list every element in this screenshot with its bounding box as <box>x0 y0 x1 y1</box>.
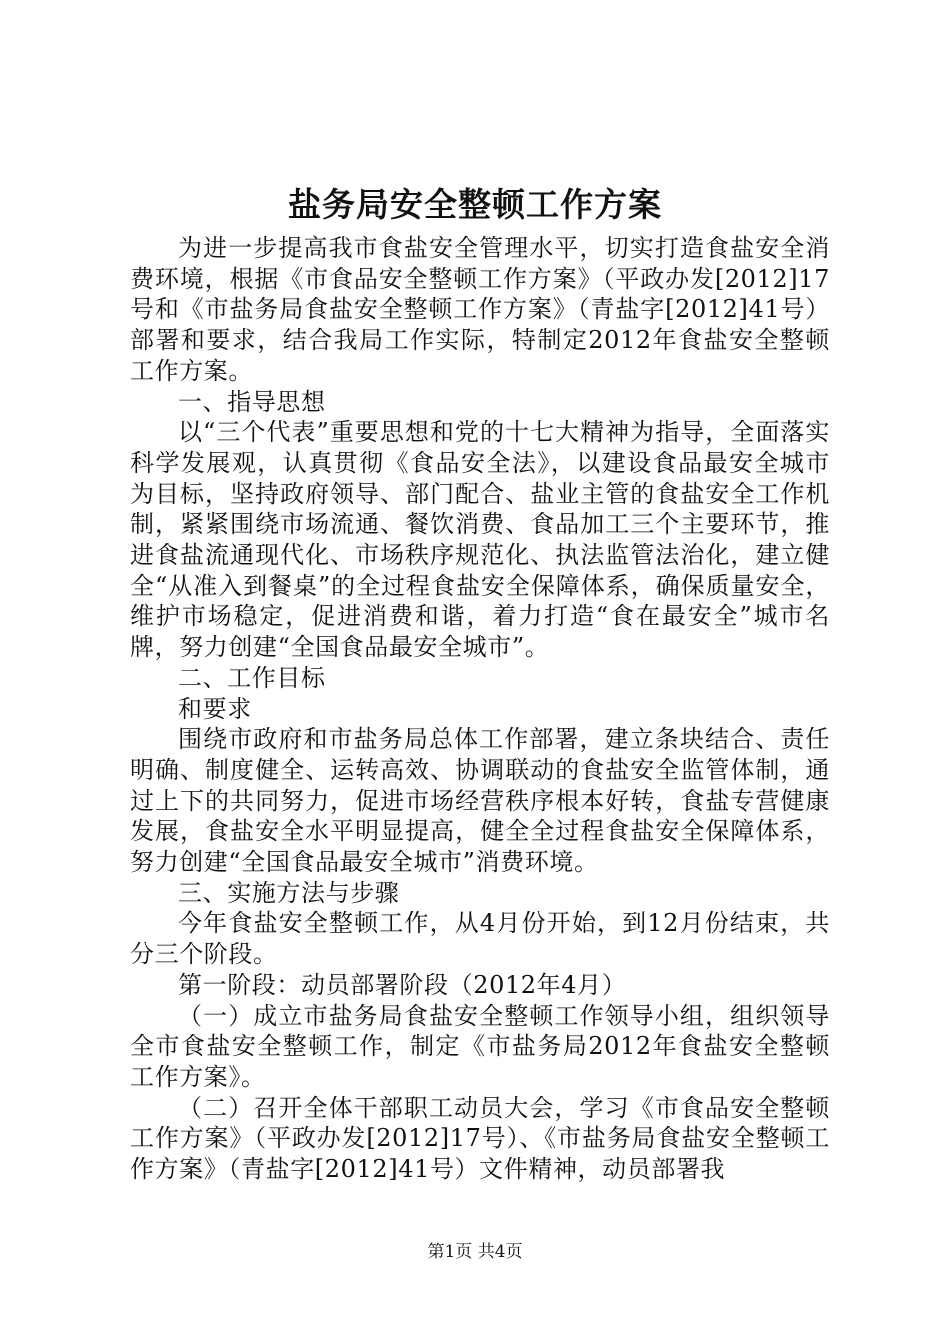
paragraph-work-goals: 围绕市政府和市盐务局总体工作部署，建立条块结合、责任明确、制度健全、运转高效、协调联动的食盐安全监管体制，通过上下的共同努力，促进市场经营秩序根本好转，食盐专营健康发展，食盐安全水平明显提高，健全全过程食盐安全保障体系，努力创建“全国食品最安全城市”消费环境。 <box>130 725 830 877</box>
heading-implementation-steps: 三、实施方法与步骤 <box>178 878 400 907</box>
paragraph-guiding-ideology: 以“三个代表”重要思想和党的十七大精神为指导，全面落实科学发展观，认真贯彻《食品安全法》，以建设食品最安全城市为目标，坚持政府领导、部门配合、盐业主管的食盐安全工作机制，紧紧围绕市场流通、餐饮消费、食品加工三个主要环节，推进食盐流通现代化、市场秩序规范化、执法监管法治化，建立健全“从准入到餐桌”的全过程食盐安全保障体系，确保质量安全，维护市场稳定，促进消费和谐，着力打造“食在最安全”城市名牌，努力创建“全国食品最安全城市”。 <box>130 418 830 662</box>
paragraph-phase-one-item-1: （一）成立市盐务局食盐安全整顿工作领导小组，组织领导全市食盐安全整顿工作，制定《市盐务局2012年食盐安全整顿工作方案》。 <box>130 1001 830 1091</box>
page-footer: 第1页 共4页 <box>427 1242 523 1262</box>
heading-phase-one: 第一阶段：动员部署阶段（2012年4月） <box>178 970 627 999</box>
paragraph-implementation-overview: 今年食盐安全整顿工作，从4月份开始，到12月份结束，共分三个阶段。 <box>130 909 830 969</box>
document-body <box>130 233 830 1185</box>
document-title: 盐务局安全整顿工作方案 <box>288 185 662 224</box>
heading-guiding-ideology: 一、指导思想 <box>178 387 326 416</box>
paragraph-intro: 为进一步提高我市食盐安全管理水平，切实打造食盐安全消费环境，根据《市食品安全整顿工作方案》（平政办发[2012]17号和《市盐务局食盐安全整顿工作方案》（青盐字[2012]41号）部署和要求，结合我局工作实际，特制定2012年食盐安全整顿工作方案。 <box>130 234 830 385</box>
heading-work-goals-continued: 和要求 <box>178 694 252 723</box>
heading-work-goals: 二、工作目标 <box>178 663 326 692</box>
paragraph-phase-one-item-2: （二）召开全体干部职工动员大会，学习《市食品安全整顿工作方案》（平政办发[2012]17号）、《市盐务局食盐安全整顿工作方案》（青盐字[2012]41号）文件精神，动员部署我 <box>130 1093 830 1184</box>
